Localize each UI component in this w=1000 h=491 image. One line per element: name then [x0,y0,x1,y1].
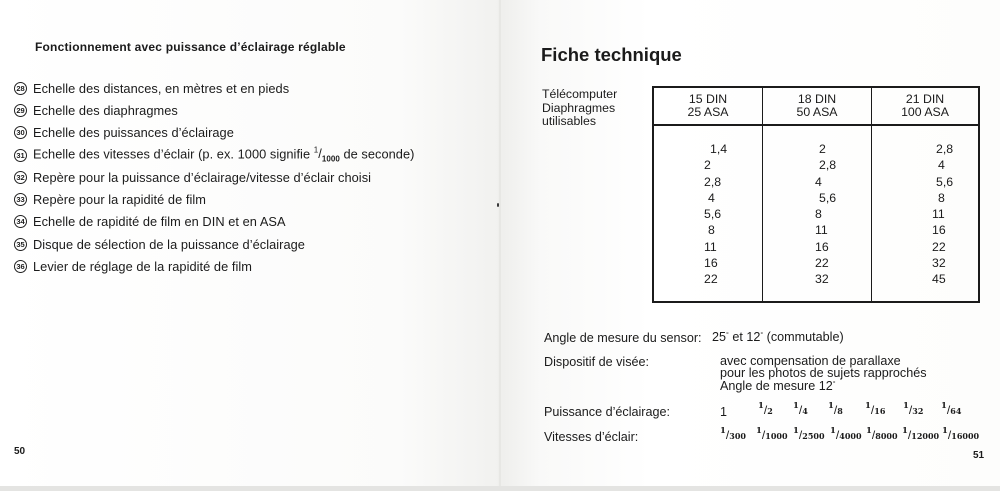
fraction-numerator: 1 [720,426,726,436]
fraction-numerator: 1 [793,401,799,411]
fraction-denominator: 2500 [802,431,825,441]
legend-text: Echelle des puissances d’éclairage [33,125,234,141]
aperture-value: 8 [938,190,945,205]
aperture-value: 4 [938,158,945,173]
legend-text: Disque de sélection de la puissance d’éclairage [33,236,305,252]
table-column-15din [654,88,763,301]
table-column-18din [763,88,872,301]
aperture-value: 2 [704,158,711,173]
aperture-value: 22 [704,272,718,287]
fraction-numerator: 1 [758,401,764,411]
legend-item [14,188,414,210]
legend-item [14,99,414,121]
degree-mark: ° [832,380,836,388]
column-header [872,88,978,126]
aperture-value: 2,8 [704,174,722,189]
aperture-value: 5,6 [936,174,954,189]
column-header-din: 21 DIN [905,92,945,106]
row-label-line: Diaphragmes [542,100,616,115]
viseur-value [720,355,927,392]
speed-value: $^1$/16000 [942,426,980,442]
power-value: $^1$/4 [793,401,808,417]
fraction-numerator: 1 [756,426,762,436]
aperture-value: 4 [815,174,822,189]
aperture-value: 32 [815,272,829,287]
fraction-denominator: 16 [874,406,886,416]
fraction-denominator: 8000 [875,431,898,441]
aperture-value: 2 [819,142,826,156]
power-value: $^1$/16 [865,401,886,417]
aperture-value: 11 [815,223,828,238]
fraction-denominator: 16000 [951,431,980,441]
page-bottom-edge [0,486,1000,491]
legend-item [14,144,414,166]
fraction-numerator: 1 [793,426,799,436]
aperture-value: 22 [932,239,946,254]
fraction-denominator: 8 [837,406,843,416]
aperture-value: 2,8 [936,142,954,156]
speed-value: $^1$/1000 [756,426,788,442]
legend-list [14,77,414,278]
aperture-value: 8 [815,207,822,222]
angle-label: Angle de mesure du sensor: [544,331,702,345]
legend-text-tail: de seconde) [339,146,415,162]
legend-number-circle: 29 [14,104,27,117]
fraction-denominator: 64 [950,406,962,416]
legend-text: Echelle des diaphragmes [33,102,178,118]
legend-item [14,255,414,277]
power-value-full: 1 [720,405,728,419]
fraction-numerator: 1 [941,401,947,411]
fraction-numerator: 1 [865,401,871,411]
aperture-value: 45 [932,272,946,287]
legend-item [14,211,414,233]
speed-value: $^1$/300 [720,426,746,442]
aperture-value: 22 [815,256,829,271]
angle-value-c: (commutable) [763,330,844,344]
degree-mark: ° [760,332,764,339]
speed-label: Vitesses d’éclair: [544,430,639,444]
viseur-label: Dispositif de visée: [544,355,649,369]
power-label: Puissance d’éclairage: [544,405,671,419]
left-page-heading: Fonctionnement avec puissance d’éclairage réglable [35,40,346,54]
legend-text-head: Echelle des vitesses d’éclair (p. ex. 1000 signifie [33,146,314,162]
fraction-numerator: 1 [902,426,908,436]
legend-text: Levier de réglage de la rapidité de film [33,259,252,275]
column-header-din: 15 DIN [688,92,728,106]
legend-text [33,146,414,164]
column-header-asa: 100 ASA [901,105,949,119]
legend-number-circle: 35 [14,238,27,251]
legend-number-circle: 28 [14,82,27,95]
legend-item [14,166,414,188]
fraction-numerator: 1 [830,426,836,436]
legend-text: Echelle de rapidité de film en DIN et en ASA [33,214,286,230]
power-value: $^1$/32 [903,401,924,417]
legend-number-circle: 31 [14,149,27,162]
right-page-title: Fiche technique [541,44,682,65]
aperture-value: 4 [708,190,715,205]
aperture-value: 11 [932,207,945,222]
column-header [654,88,762,126]
fraction-denominator: 300 [729,431,746,441]
row-label-line: utilisables [542,114,596,128]
aperture-value: 11 [704,239,717,254]
fraction-denominator: 4 [802,406,808,416]
legend-item [14,233,414,255]
legend-number-circle: 34 [14,215,27,228]
angle-value-b: et 12 [728,330,761,344]
viseur-angle-text: Angle de mesure 12 [720,378,833,393]
legend-text: Repère pour la puissance d’éclairage/vitesse d’éclair choisi [33,169,372,185]
legend-item [14,122,414,144]
legend-text: Echelle des distances, en mètres et en pieds [33,80,290,96]
aperture-value: 5,6 [704,207,722,222]
aperture-value: 16 [932,223,946,238]
legend-number-circle: 30 [14,126,27,139]
aperture-value: 1,4 [710,142,728,156]
column-header-asa: 50 ASA [796,105,838,119]
fraction-denominator: 32 [912,406,924,416]
telecomputer-table [652,86,980,303]
aperture-value: 2,8 [819,158,837,173]
aperture-value: 16 [704,256,718,271]
fraction-denominator: 2 [767,406,773,416]
power-value: $^1$/8 [828,401,843,417]
table-row-label [542,88,617,129]
speed-value: $^1$/12000 [902,426,940,442]
fraction-numerator: 1 [903,401,909,411]
legend-number-circle: 33 [14,193,27,206]
aperture-value: 8 [708,223,715,238]
legend-text: Repère pour la rapidité de film [33,192,206,208]
print-speck [497,203,499,207]
power-value: $^1$/2 [758,401,773,417]
fraction-numerator: 1 [313,146,319,156]
row-label-line: Télécomputer [542,87,618,101]
aperture-value: 5,6 [819,190,837,205]
degree-mark: ° [726,332,729,339]
right-page-number: 51 [973,450,985,461]
table-column-21din [872,88,978,301]
fraction-denominator: 1000 [765,431,788,441]
angle-value [712,331,844,343]
fraction-numerator: 1 [828,401,834,411]
fraction-denominator: 1000 [321,154,340,164]
left-page-number: 50 [14,446,26,457]
aperture-value: 16 [815,239,829,254]
viseur-line-angle [720,380,927,392]
fraction-numerator: 1 [942,426,948,436]
angle-value-a: 25 [712,330,727,344]
column-header-asa: 25 ASA [687,105,729,119]
column-values [872,126,978,288]
speed-value: $^1$/2500 [793,426,825,442]
fraction-denominator: 4000 [839,431,862,441]
column-values [654,126,762,288]
legend-item [14,77,414,99]
speed-value: $^1$/4000 [830,426,862,442]
speed-value: $^1$/8000 [866,426,898,442]
legend-number-circle: 32 [14,171,27,184]
fraction-one-thousandth: $^1/_{1000}$ [313,146,340,164]
column-values [763,126,871,288]
fraction-numerator: 1 [866,426,872,436]
legend-number-circle: 36 [14,260,27,273]
book-gutter [498,0,502,491]
power-value: $^1$/64 [941,401,962,417]
viseur-line: pour les photos de sujets rapprochés [720,366,927,381]
column-header [763,88,871,126]
aperture-value: 32 [932,256,946,271]
column-header-din: 18 DIN [797,92,837,106]
fraction-denominator: 12000 [911,431,940,441]
viseur-line: avec compensation de parallaxe [720,354,901,368]
